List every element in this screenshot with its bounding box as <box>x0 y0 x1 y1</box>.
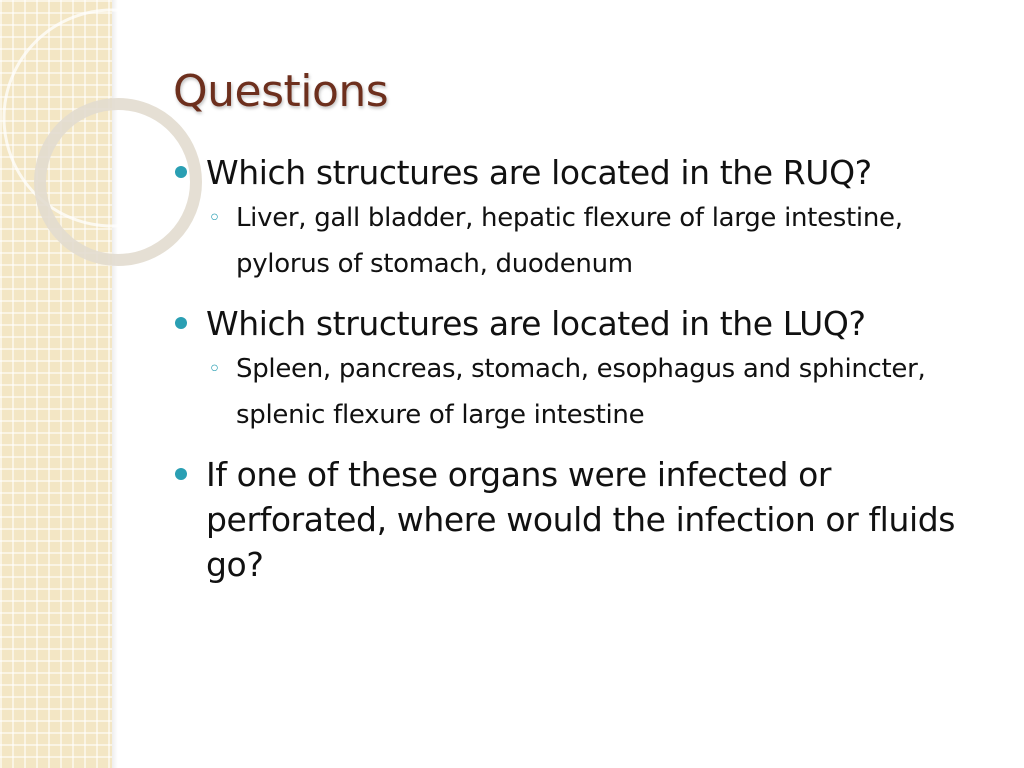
sub-bullet-list <box>206 346 993 438</box>
bullet-item <box>173 150 993 287</box>
bullet-item <box>173 301 993 438</box>
bullet-text: If one of these organs were infected or perforated, where would the infection or fluids go? <box>206 455 956 584</box>
bullet-dot-icon <box>175 317 187 329</box>
slide-title: Questions <box>173 66 389 117</box>
sub-bullet-item <box>206 346 993 438</box>
hollow-circle-icon: ◦ <box>208 206 221 231</box>
bullet-item <box>173 452 993 587</box>
bullet-list <box>173 150 993 587</box>
sub-bullet-list <box>206 195 993 287</box>
bullet-dot-icon <box>175 468 187 480</box>
sub-bullet-item <box>206 195 993 287</box>
bullet-text: Which structures are located in the LUQ? <box>206 304 866 343</box>
bullet-text: Which structures are located in the RUQ? <box>206 153 872 192</box>
hollow-circle-icon: ◦ <box>208 357 221 382</box>
sub-bullet-text: Spleen, pancreas, stomach, esophagus and sphincter, splenic flexure of large intestine <box>236 354 926 430</box>
bullet-dot-icon <box>175 166 187 178</box>
sub-bullet-text: Liver, gall bladder, hepatic flexure of large intestine, pylorus of stomach, duodenum <box>236 203 903 279</box>
